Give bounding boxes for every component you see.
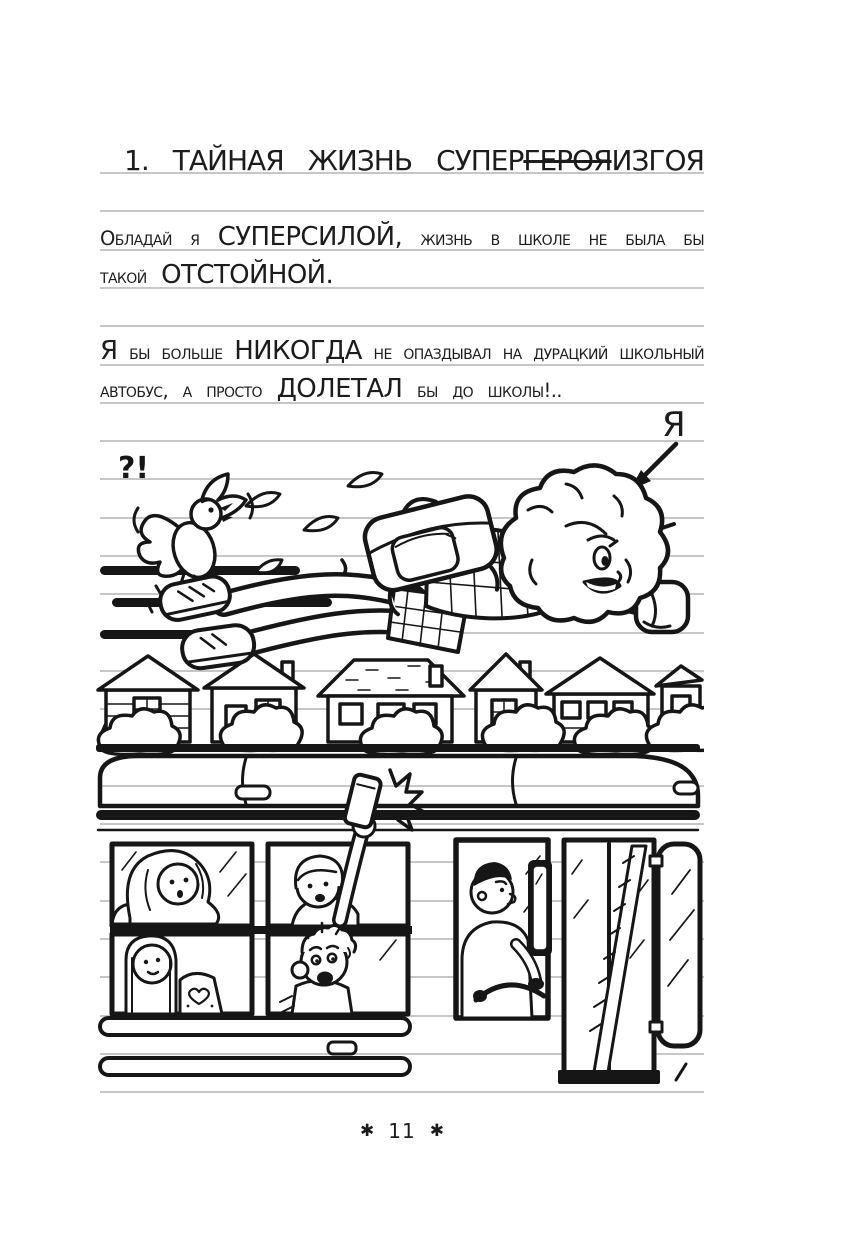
paragraph-1-line-2: такой ОТСТОЙНОЙ. bbox=[100, 260, 334, 290]
bus-windshield bbox=[650, 844, 700, 1046]
paragraph-2-line-2: автобус, а просто ДОЛЕТАЛ бы до школы!.. bbox=[100, 374, 562, 404]
title-struck-word: ГЕРОЯ bbox=[523, 144, 612, 177]
star-icon: ✱ bbox=[360, 1121, 375, 1141]
page-footer bbox=[100, 1112, 704, 1152]
bus-rub-rails bbox=[100, 1018, 410, 1075]
bus-driver-area bbox=[456, 840, 552, 1018]
bush-icon bbox=[646, 705, 704, 751]
phone-icon bbox=[344, 774, 382, 829]
bird-exclaim-text: ?! bbox=[118, 451, 150, 486]
camera-flash-icon bbox=[390, 770, 424, 830]
ruled-line bbox=[100, 325, 704, 327]
chapter-title bbox=[100, 142, 704, 180]
page-number: 11 bbox=[388, 1119, 416, 1143]
ruled-line bbox=[100, 210, 704, 212]
girl-head bbox=[501, 465, 668, 621]
paragraph-1-line-1: Обладай я СУПЕРСИЛОЙ, жизнь в школе не была бы bbox=[100, 222, 705, 252]
title-text: 1. ТАЙНАЯ ЖИЗНЬ СУПЕР bbox=[124, 144, 524, 177]
bus-front-door bbox=[558, 840, 660, 1084]
star-icon: ✱ bbox=[429, 1121, 444, 1141]
me-pointer-label: Я bbox=[662, 405, 686, 445]
houses-skyline bbox=[98, 654, 704, 755]
paragraph-2-line-1: Я бы больше НИКОГДА не опаздывал на дурацкий школьный bbox=[100, 336, 705, 366]
school-bus bbox=[96, 744, 700, 1084]
title-correction-word: ИЗГОЯ bbox=[611, 144, 704, 177]
illustration-flying-over-bus bbox=[96, 440, 704, 1092]
